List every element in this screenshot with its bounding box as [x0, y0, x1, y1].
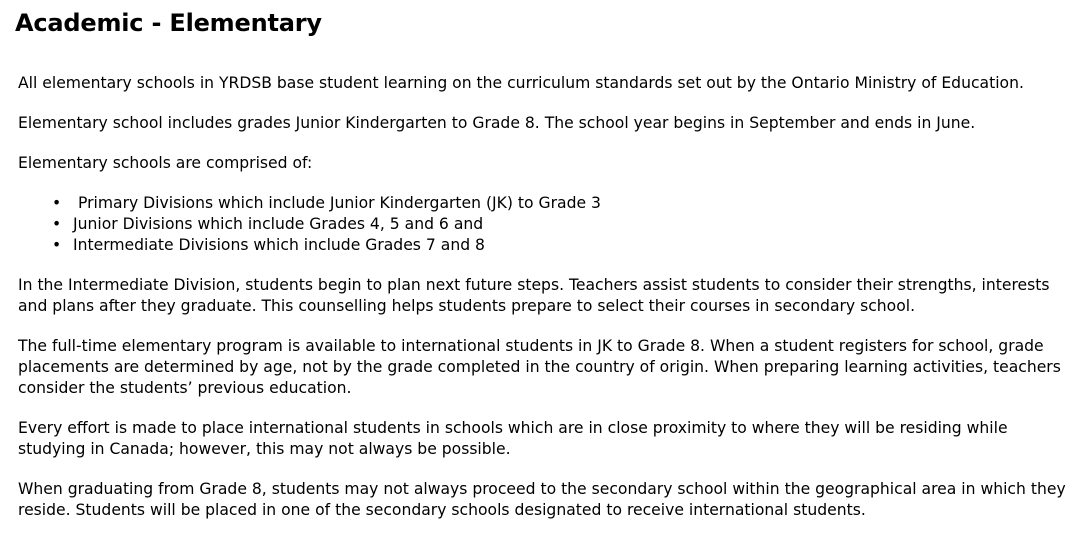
bullet-icon: • [52, 194, 62, 212]
paragraph-curriculum: All elementary schools in YRDSB base student learning on the curriculum standards set out by the Ontario Ministry of Education. [18, 74, 1024, 92]
list-item [52, 214, 1068, 235]
paragraph-graduating-grade-8: When graduating from Grade 8, students may not always proceed to the secondary school within the geographical area in which they reside. Students will be placed in one of the secondary schools designated to receive international students. [18, 480, 1066, 519]
list-item [52, 193, 1068, 214]
list-item-text: Primary Divisions which include Junior Kindergarten (JK) to Grade 3 [73, 194, 601, 212]
bullet-icon: • [52, 215, 62, 233]
list-item [52, 235, 1068, 256]
document-body [18, 73, 1068, 540]
paragraph-full-time-program: The full-time elementary program is available to international students in JK to Grade 8. When a student registers for school, grade placements are determined by age, not by the grade completed in the country of origin. When preparing learning activities, teachers consider the students’ previous education. [18, 337, 1061, 397]
bullet-icon: • [52, 236, 62, 254]
list-item-text: Intermediate Divisions which include Grades 7 and 8 [73, 236, 485, 254]
paragraph-intermediate-division: In the Intermediate Division, students begin to plan next future steps. Teachers assist students to consider their strengths, interests and plans after they graduate. This counselling helps students prepare to select their courses in secondary school. [18, 276, 1050, 315]
divisions-list [18, 193, 1068, 256]
paragraph-school-placement: Every effort is made to place international students in schools which are in close proximity to where they will be residing while studying in Canada; however, this may not always be possible. [18, 419, 1008, 458]
paragraph-grades: Elementary school includes grades Junior Kindergarten to Grade 8. The school year begins in September and ends in June. [18, 114, 976, 132]
list-item-text: Junior Divisions which include Grades 4, 5 and 6 and [73, 215, 484, 233]
page-title: Academic - Elementary [15, 9, 322, 37]
paragraph-comprised-of: Elementary schools are comprised of: [18, 154, 313, 172]
